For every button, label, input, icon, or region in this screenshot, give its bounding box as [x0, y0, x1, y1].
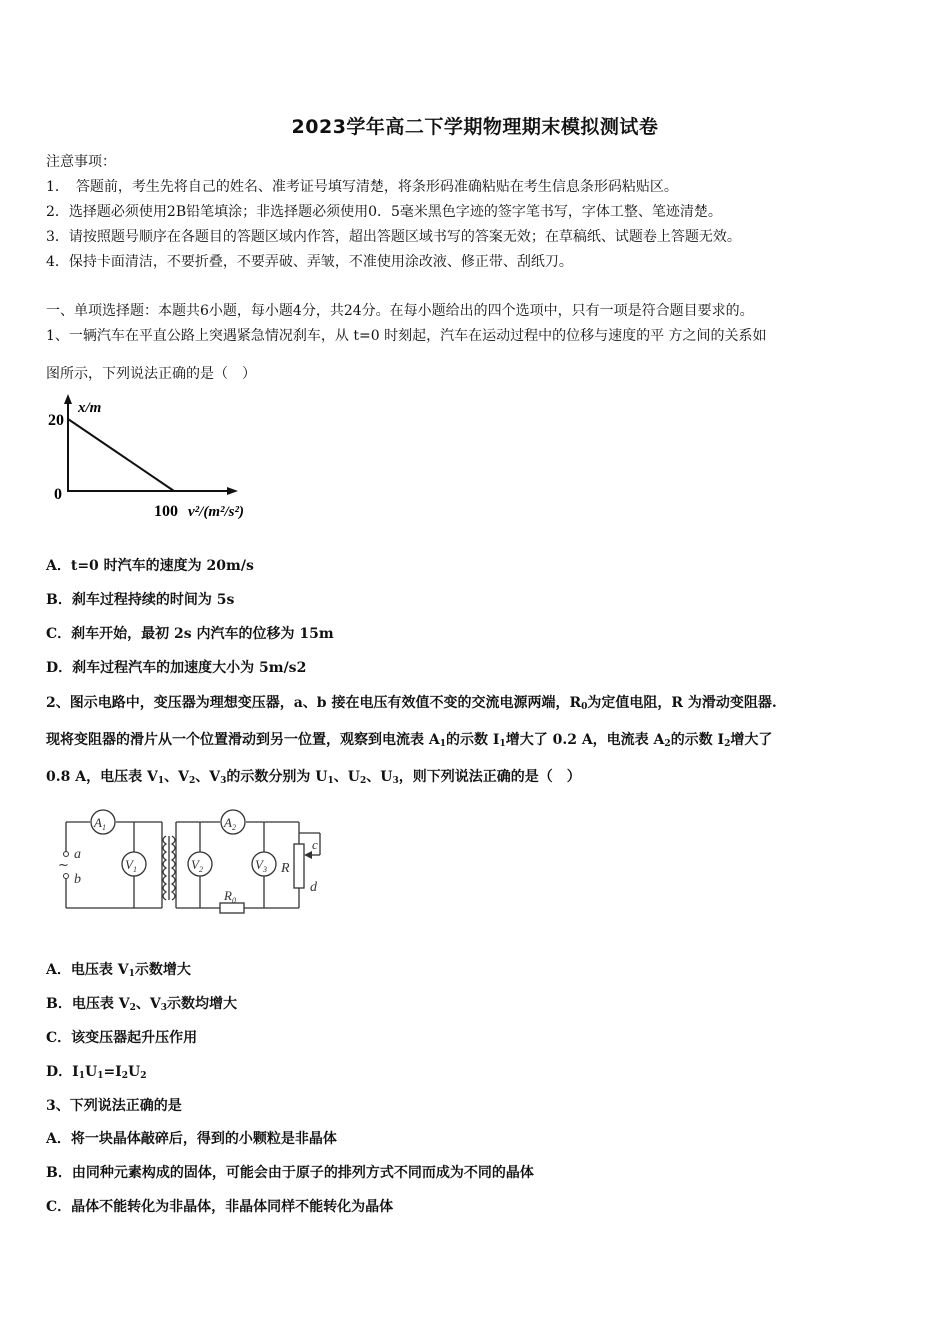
label-b: b: [74, 872, 81, 887]
label-r0: $R_0$: [224, 888, 236, 905]
label-d: d: [310, 880, 317, 895]
page-title: 2023学年高二下学期物理期末模拟测试卷: [291, 116, 659, 138]
q2-stem-line2: 现将变阻器的滑片从一个位置滑动到另一位置，观察到电流表 $A_1$的示数 $I_1$增大了 0.2 A，电流表 $A_2$的示数 $I_2$增大了: [46, 732, 773, 749]
q3-option-b: B．由同种元素构成的固体，可能会由于原子的排列方式不同而成为不同的晶体: [46, 1165, 534, 1181]
label-a2: $A_2$: [224, 815, 236, 832]
q2-stem-line1: 2、图示电路中，变压器为理想变压器，a、b 接在电压有效值不变的交流电源两端，$R_0$为定值电阻，R 为滑动变阻器.: [46, 695, 777, 712]
graph-line: [68, 419, 174, 491]
q1-option-a: A．t=0 时汽车的速度为 20m/s: [46, 558, 254, 574]
y-axis-arrow: [64, 394, 72, 404]
notice-heading: 注意事项：: [46, 154, 116, 170]
q2-option-d: D．$I_1U_1=I_2U_2$: [46, 1064, 147, 1081]
q1-stem-line1: 1、一辆汽车在平直公路上突遇紧急情况刹车，从 t=0 时刻起，汽车在运动过程中的位移与速度的平 方之间的关系如: [46, 328, 767, 344]
label-v3: $V_3$: [255, 857, 267, 874]
q2-option-b: B．电压表 $V_2$、$V_3$示数均增大: [46, 996, 237, 1013]
notice-item-3: 3．请按照题号顺序在各题目的答题区域内作答，超出答题区域书写的答案无效；在草稿纸、试题卷上答题无效。: [46, 229, 741, 245]
q1-stem-line2: 图所示，下列说法正确的是（ ）: [46, 366, 256, 382]
y-axis-label: x/m: [78, 400, 102, 416]
label-a: a: [74, 847, 81, 862]
q1-option-b: B．刹车过程持续的时间为 5s: [46, 592, 235, 608]
rheostat-slider-arrow: [304, 851, 312, 859]
transformer: [163, 836, 175, 900]
q3-stem: 3、下列说法正确的是: [46, 1098, 182, 1114]
notice-item-4: 4．保持卡面清洁，不要折叠，不要弄破、弄皱，不准使用涂改液、修正带、刮纸刀。: [46, 254, 573, 270]
label-c: c: [312, 837, 318, 852]
q2-circuit: [52, 806, 342, 918]
y-value-label: 20: [48, 412, 64, 429]
q2-option-a: A．电压表 $V_1$示数增大: [46, 962, 191, 979]
x-axis-arrow: [227, 487, 238, 495]
q2-option-c: C．该变压器起升压作用: [46, 1030, 198, 1046]
section-heading: 一、单项选择题：本题共6小题，每小题4分，共24分。在每小题给出的四个选项中，只有一项是符合题目要求的。: [46, 303, 754, 319]
q3-option-c: C．晶体不能转化为非晶体，非晶体同样不能转化为晶体: [46, 1199, 394, 1215]
label-v2: $V_2$: [191, 857, 203, 874]
x-axis-label: v²/(m²/s²): [188, 504, 244, 520]
x-value-label: 100: [154, 503, 178, 520]
terminal-a: [64, 852, 69, 857]
q2-stem-line3: 0.8 A，电压表 $V_1$、$V_2$、$V_3$的示数分别为 $U_1$、$U_2$、$U_3$，则下列说法正确的是（ ）: [46, 769, 581, 786]
label-v1: $V_1$: [125, 857, 137, 874]
q1-option-c: C．刹车开始，最初 2s 内汽车的位移为 15m: [46, 626, 334, 642]
q3-option-a: A．将一块晶体敲碎后，得到的小颗粒是非晶体: [46, 1131, 337, 1147]
q1-graph: [44, 392, 274, 527]
q1-option-d: D．刹车过程汽车的加速度大小为 5m/s2: [46, 660, 307, 676]
rheostat-r: [294, 844, 304, 888]
origin-label: 0: [54, 486, 62, 503]
notice-item-2: 2．选择题必须使用2B铅笔填涂；非选择题必须使用0．5毫米黑色字迹的签字笔书写，字体工整、笔迹清楚。: [46, 204, 722, 220]
label-a1: $A_1$: [94, 815, 106, 832]
ac-source-symbol: ~: [58, 858, 69, 873]
label-r: R: [281, 861, 290, 876]
terminal-b: [64, 874, 69, 879]
notice-item-1: 1． 答题前，考生先将自己的姓名、准考证号填写清楚，将条形码准确粘贴在考生信息条形码粘贴区。: [46, 179, 678, 195]
